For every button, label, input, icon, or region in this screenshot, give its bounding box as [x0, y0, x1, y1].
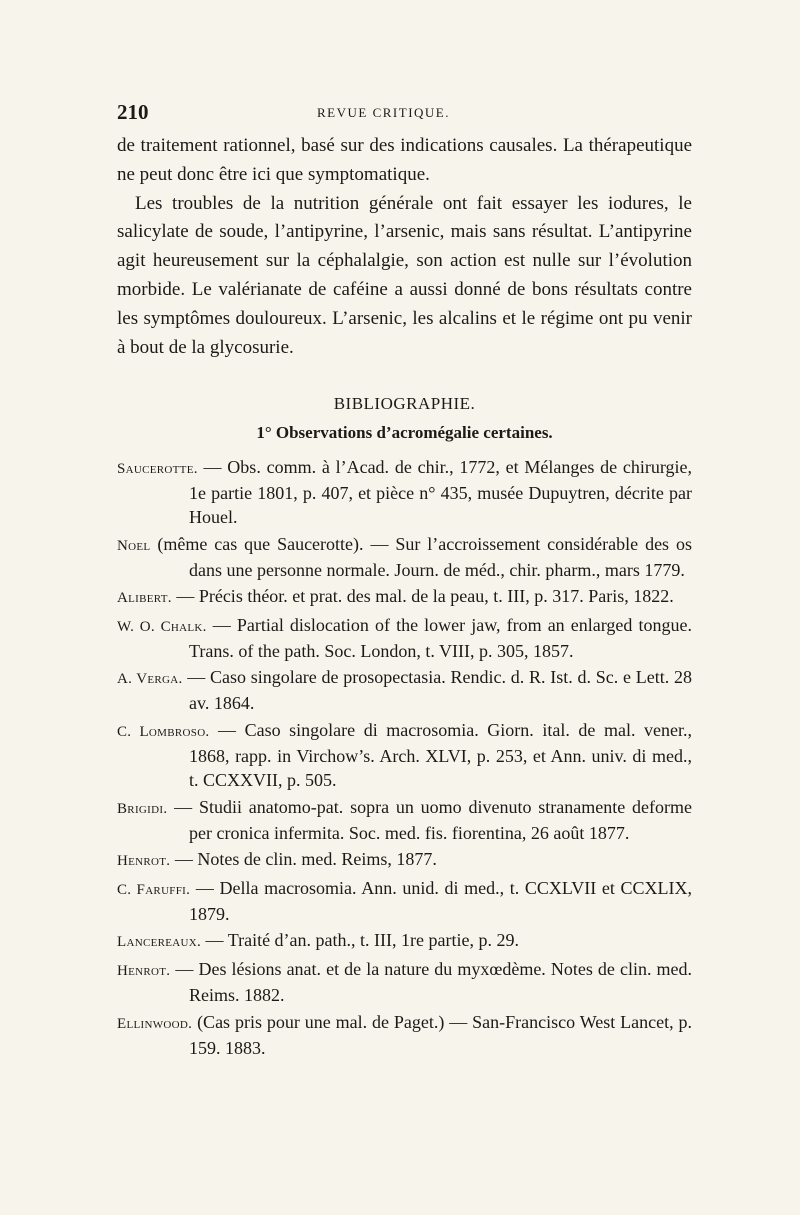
- entry-text: — Studii anatomo-pat. sopra un uomo divenuto stranamente deforme per cronica infermita. Soc. med. fis. fiorentina, 26 août 1877.: [167, 796, 692, 843]
- bibliography-entry: [117, 455, 692, 529]
- bibliography-entry: [117, 584, 692, 610]
- bibliography-entry: [117, 928, 692, 954]
- entry-text: — Obs. comm. à l’Acad. de chir., 1772, et Mélanges de chirurgie, 1e partie 1801, p. 407, et pièce n° 435, musée Dupuytren, décrite par Houel.: [189, 457, 692, 527]
- entry-text: — Caso singolare de prosopectasia. Rendic. d. R. Ist. d. Sc. e Lett. 28 av. 1864.: [182, 667, 692, 714]
- paragraph: Les troubles de la nutrition générale ont fait essayer les iodures, le salicylate de soude, l’antipyrine, l’arsenic, mais sans résultat. L’antipyrine agit heureusement sur la céphalalgie, son action est nulle sur l’évolution morbide. Le valérianate de caféine a aussi donné de bons résultats contre les symptômes douloureux. L’arsenic, les alcalins et le régime ont pu venir à bout de la glycosurie.: [117, 192, 692, 358]
- bibliography-entry: [117, 847, 692, 873]
- bibliography-entry: [117, 1010, 692, 1060]
- entry-text: — Caso singolare di macrosomia. Giorn. ital. de mal. vener., 1868, rapp. in Virchow’s. Arch. XLVI, p. 253, et Ann. univ. di med., t. CCXXVII, p. 505.: [189, 719, 692, 790]
- bibliography-entry: [117, 613, 692, 663]
- bibliography-entry: [117, 795, 692, 845]
- entry-author: C. Lombroso.: [117, 723, 210, 740]
- entry-text: — Notes de clin. med. Reims, 1877.: [170, 849, 437, 870]
- entry-author: Henrot.: [117, 853, 171, 870]
- bibliography-entry: [117, 876, 692, 926]
- entry-text: (même cas que Saucerotte). — Sur l’accroissement considérable des os dans une personne normale. Journ. de méd., chir. pharm., mars 1779.: [150, 533, 692, 580]
- paragraph: de traitement rationnel, basé sur des indications causales. La thérapeutique ne peut donc être ici que symptomatique.: [117, 135, 692, 185]
- entry-author: A. Verga.: [117, 671, 183, 688]
- running-head: REVUE CRITIQUE.: [317, 105, 450, 120]
- entry-author: Henrot.: [117, 962, 171, 979]
- entry-text: — Della macrosomia. Ann. unid. di med., t. CCXLVII et CCXLIX, 1879.: [189, 877, 692, 924]
- bibliography-entry: [117, 665, 692, 715]
- entry-author: W. O. Chalk.: [117, 618, 207, 635]
- entry-author: Ellinwood.: [117, 1015, 193, 1032]
- bibliography-entry: [117, 718, 692, 792]
- entry-author: Alibert.: [117, 590, 172, 607]
- entry-author: Brigidi.: [117, 800, 168, 817]
- bibliography-entry: [117, 957, 692, 1007]
- section-subtitle: 1° Observations d’acromégalie certaines.: [256, 423, 553, 442]
- entry-text: — Précis théor. et prat. des mal. de la peau, t. III, p. 317. Paris, 1822.: [171, 586, 674, 607]
- entry-author: Saucerotte.: [117, 461, 198, 477]
- entry-author: Noel: [117, 537, 151, 554]
- page-number: 210: [117, 100, 149, 124]
- entry-text: (Cas pris pour une mal. de Paget.) — San-Francisco West Lancet, p. 159. 1883.: [189, 1011, 692, 1058]
- entry-author: C. Faruffi.: [117, 881, 191, 898]
- entry-text: — Partial dislocation of the lower jaw, from an enlarged tongue. Trans. of the path. Soc. London, t. VIII, p. 305, 1857.: [189, 614, 692, 661]
- bibliography-entry: [117, 532, 692, 582]
- bibliography-list: [117, 455, 692, 1062]
- entry-text: — Traité d’an. path., t. III, 1re partie, p. 29.: [201, 930, 519, 951]
- entry-author: Lancereaux.: [117, 934, 202, 951]
- section-title: BIBLIOGRAPHIE.: [333, 394, 476, 413]
- entry-text: — Des lésions anat. et de la nature du myxœdème. Notes de clin. med. Reims. 1882.: [170, 958, 692, 1005]
- body-text: [117, 132, 692, 362]
- page-header: [117, 100, 692, 124]
